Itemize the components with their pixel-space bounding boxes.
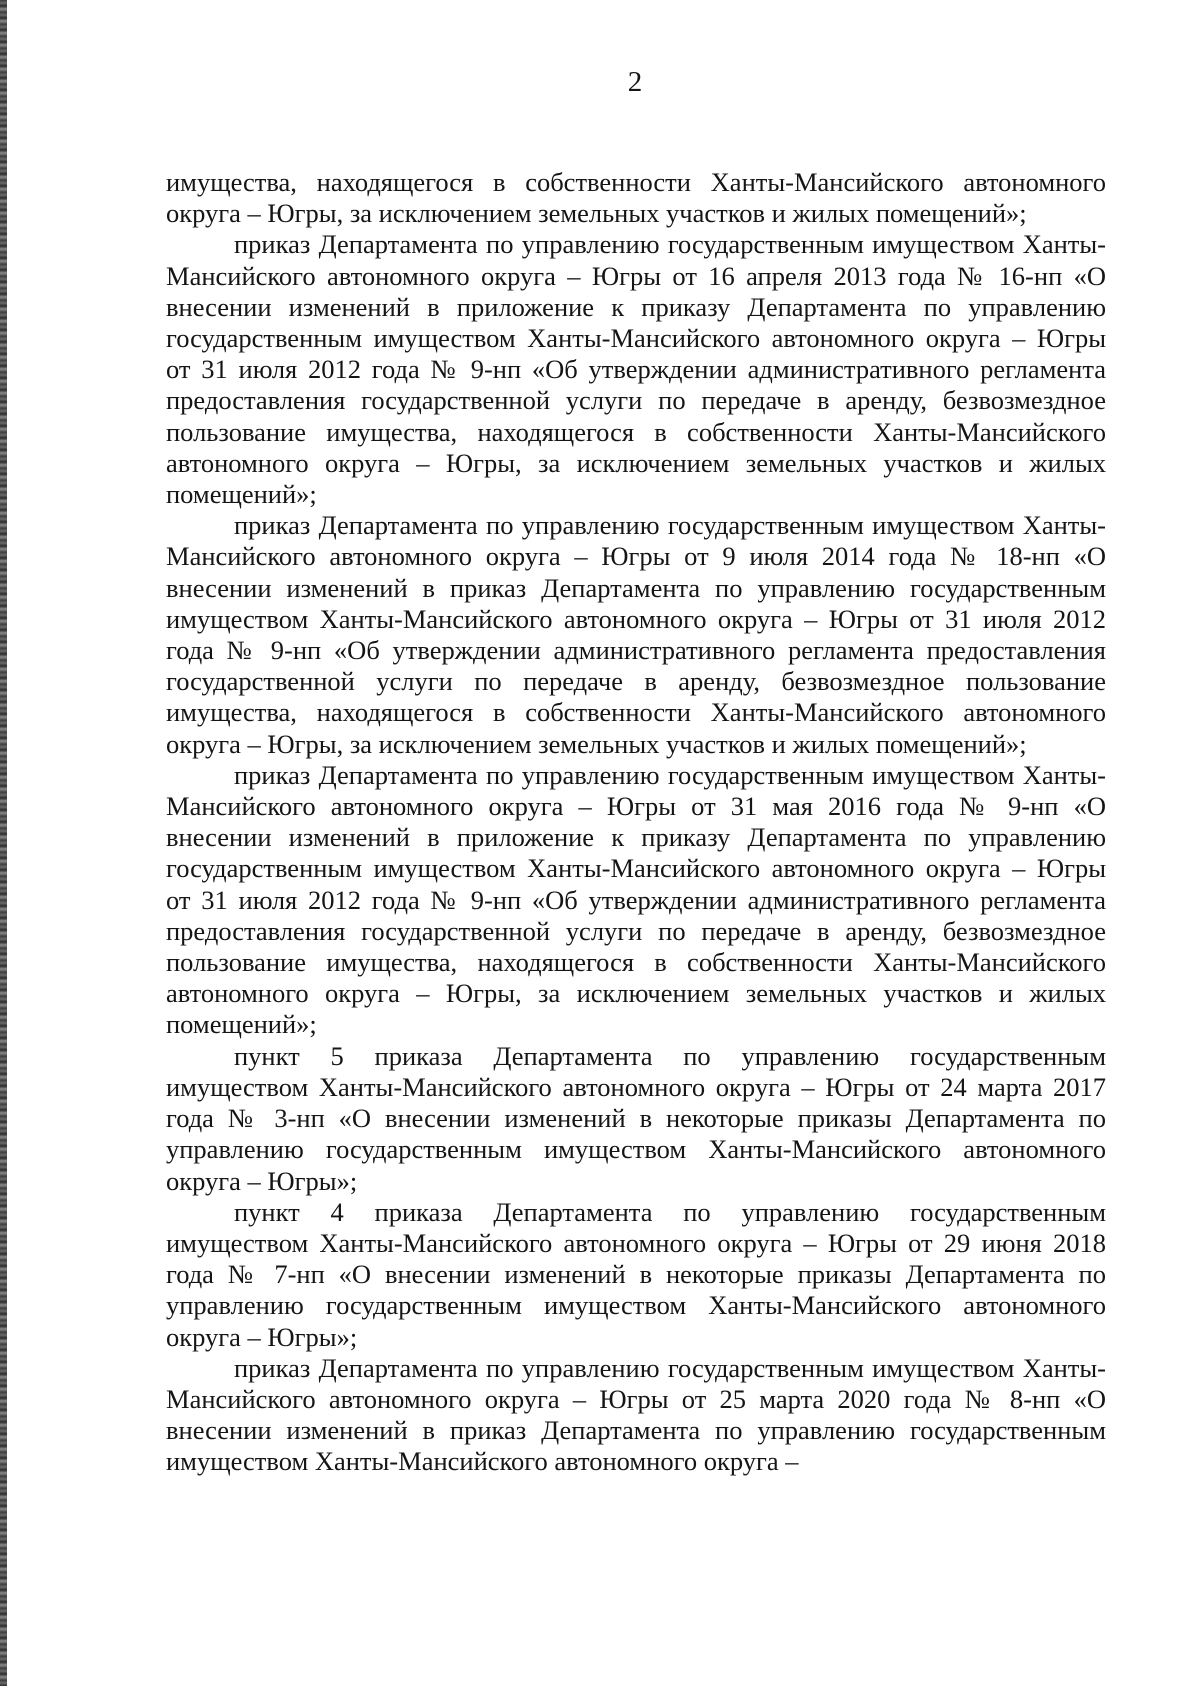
paragraph-clause-2018: пункт 4 приказа Департамента по управлению государственным имуществом Ханты-Мансийского автономного округа – Югры от 29 июня 2018 года № 7-нп «О внесении изменений в некоторые приказы Департамента по управлению государственным имуществом Ханты-Мансийского автономного округа – Югры»; xyxy=(166,1196,1106,1352)
paragraph-order-2014: приказ Департамента по управлению государственным имуществом Ханты-Мансийского автономного округа – Югры от 9 июля 2014 года № 18-нп «О внесении изменений в приказ Департамента по управлению государственным имуществом Ханты-Мансийского автономного округа – Югры от 31 июля 2012 года № 9-нп «Об утверждении административного регламента предоставления государственной услуги по передаче в аренду, безвозмездное пользование имущества, находящегося в собственности Ханты-Мансийского автономного округа – Югры, за исключением земельных участков и жилых помещений»; xyxy=(166,510,1106,759)
paragraph-clause-2017: пункт 5 приказа Департамента по управлению государственным имуществом Ханты-Мансийского автономного округа – Югры от 24 марта 2017 года № 3-нп «О внесении изменений в некоторые приказы Департамента по управлению государственным имуществом Ханты-Мансийского автономного округа – Югры»; xyxy=(166,1040,1106,1196)
page-number: 2 xyxy=(627,66,643,98)
paragraph-continuation: имущества, находящегося в собственности Ханты-Мансийского автономного округа – Югры, за исключением земельных участков и жилых помещений»; xyxy=(166,167,1106,229)
scan-border xyxy=(0,0,7,1686)
document-body xyxy=(166,167,1106,1478)
paragraph-order-2013: приказ Департамента по управлению государственным имуществом Ханты-Мансийского автономного округа – Югры от 16 апреля 2013 года № 16-нп «О внесении изменений в приложение к приказу Департамента по управлению государственным имуществом Ханты-Мансийского автономного округа – Югры от 31 июля 2012 года № 9-нп «Об утверждении административного регламента предоставления государственной услуги по передаче в аренду, безвозмездное пользование имущества, находящегося в собственности Ханты-Мансийского автономного округа – Югры, за исключением земельных участков и жилых помещений»; xyxy=(166,229,1106,510)
paragraph-order-2016: приказ Департамента по управлению государственным имуществом Ханты-Мансийского автономного округа – Югры от 31 мая 2016 года № 9-нп «О внесении изменений в приложение к приказу Департамента по управлению государственным имуществом Ханты-Мансийского автономного округа – Югры от 31 июля 2012 года № 9-нп «Об утверждении административного регламента предоставления государственной услуги по передаче в аренду, безвозмездное пользование имущества, находящегося в собственности Ханты-Мансийского автономного округа – Югры, за исключением земельных участков и жилых помещений»; xyxy=(166,759,1106,1040)
paragraph-order-2020: приказ Департамента по управлению государственным имуществом Ханты-Мансийского автономного округа – Югры от 25 марта 2020 года № 8-нп «О внесении изменений в приказ Департамента по управлению государственным имуществом Ханты-Мансийского автономного округа – xyxy=(166,1352,1106,1477)
